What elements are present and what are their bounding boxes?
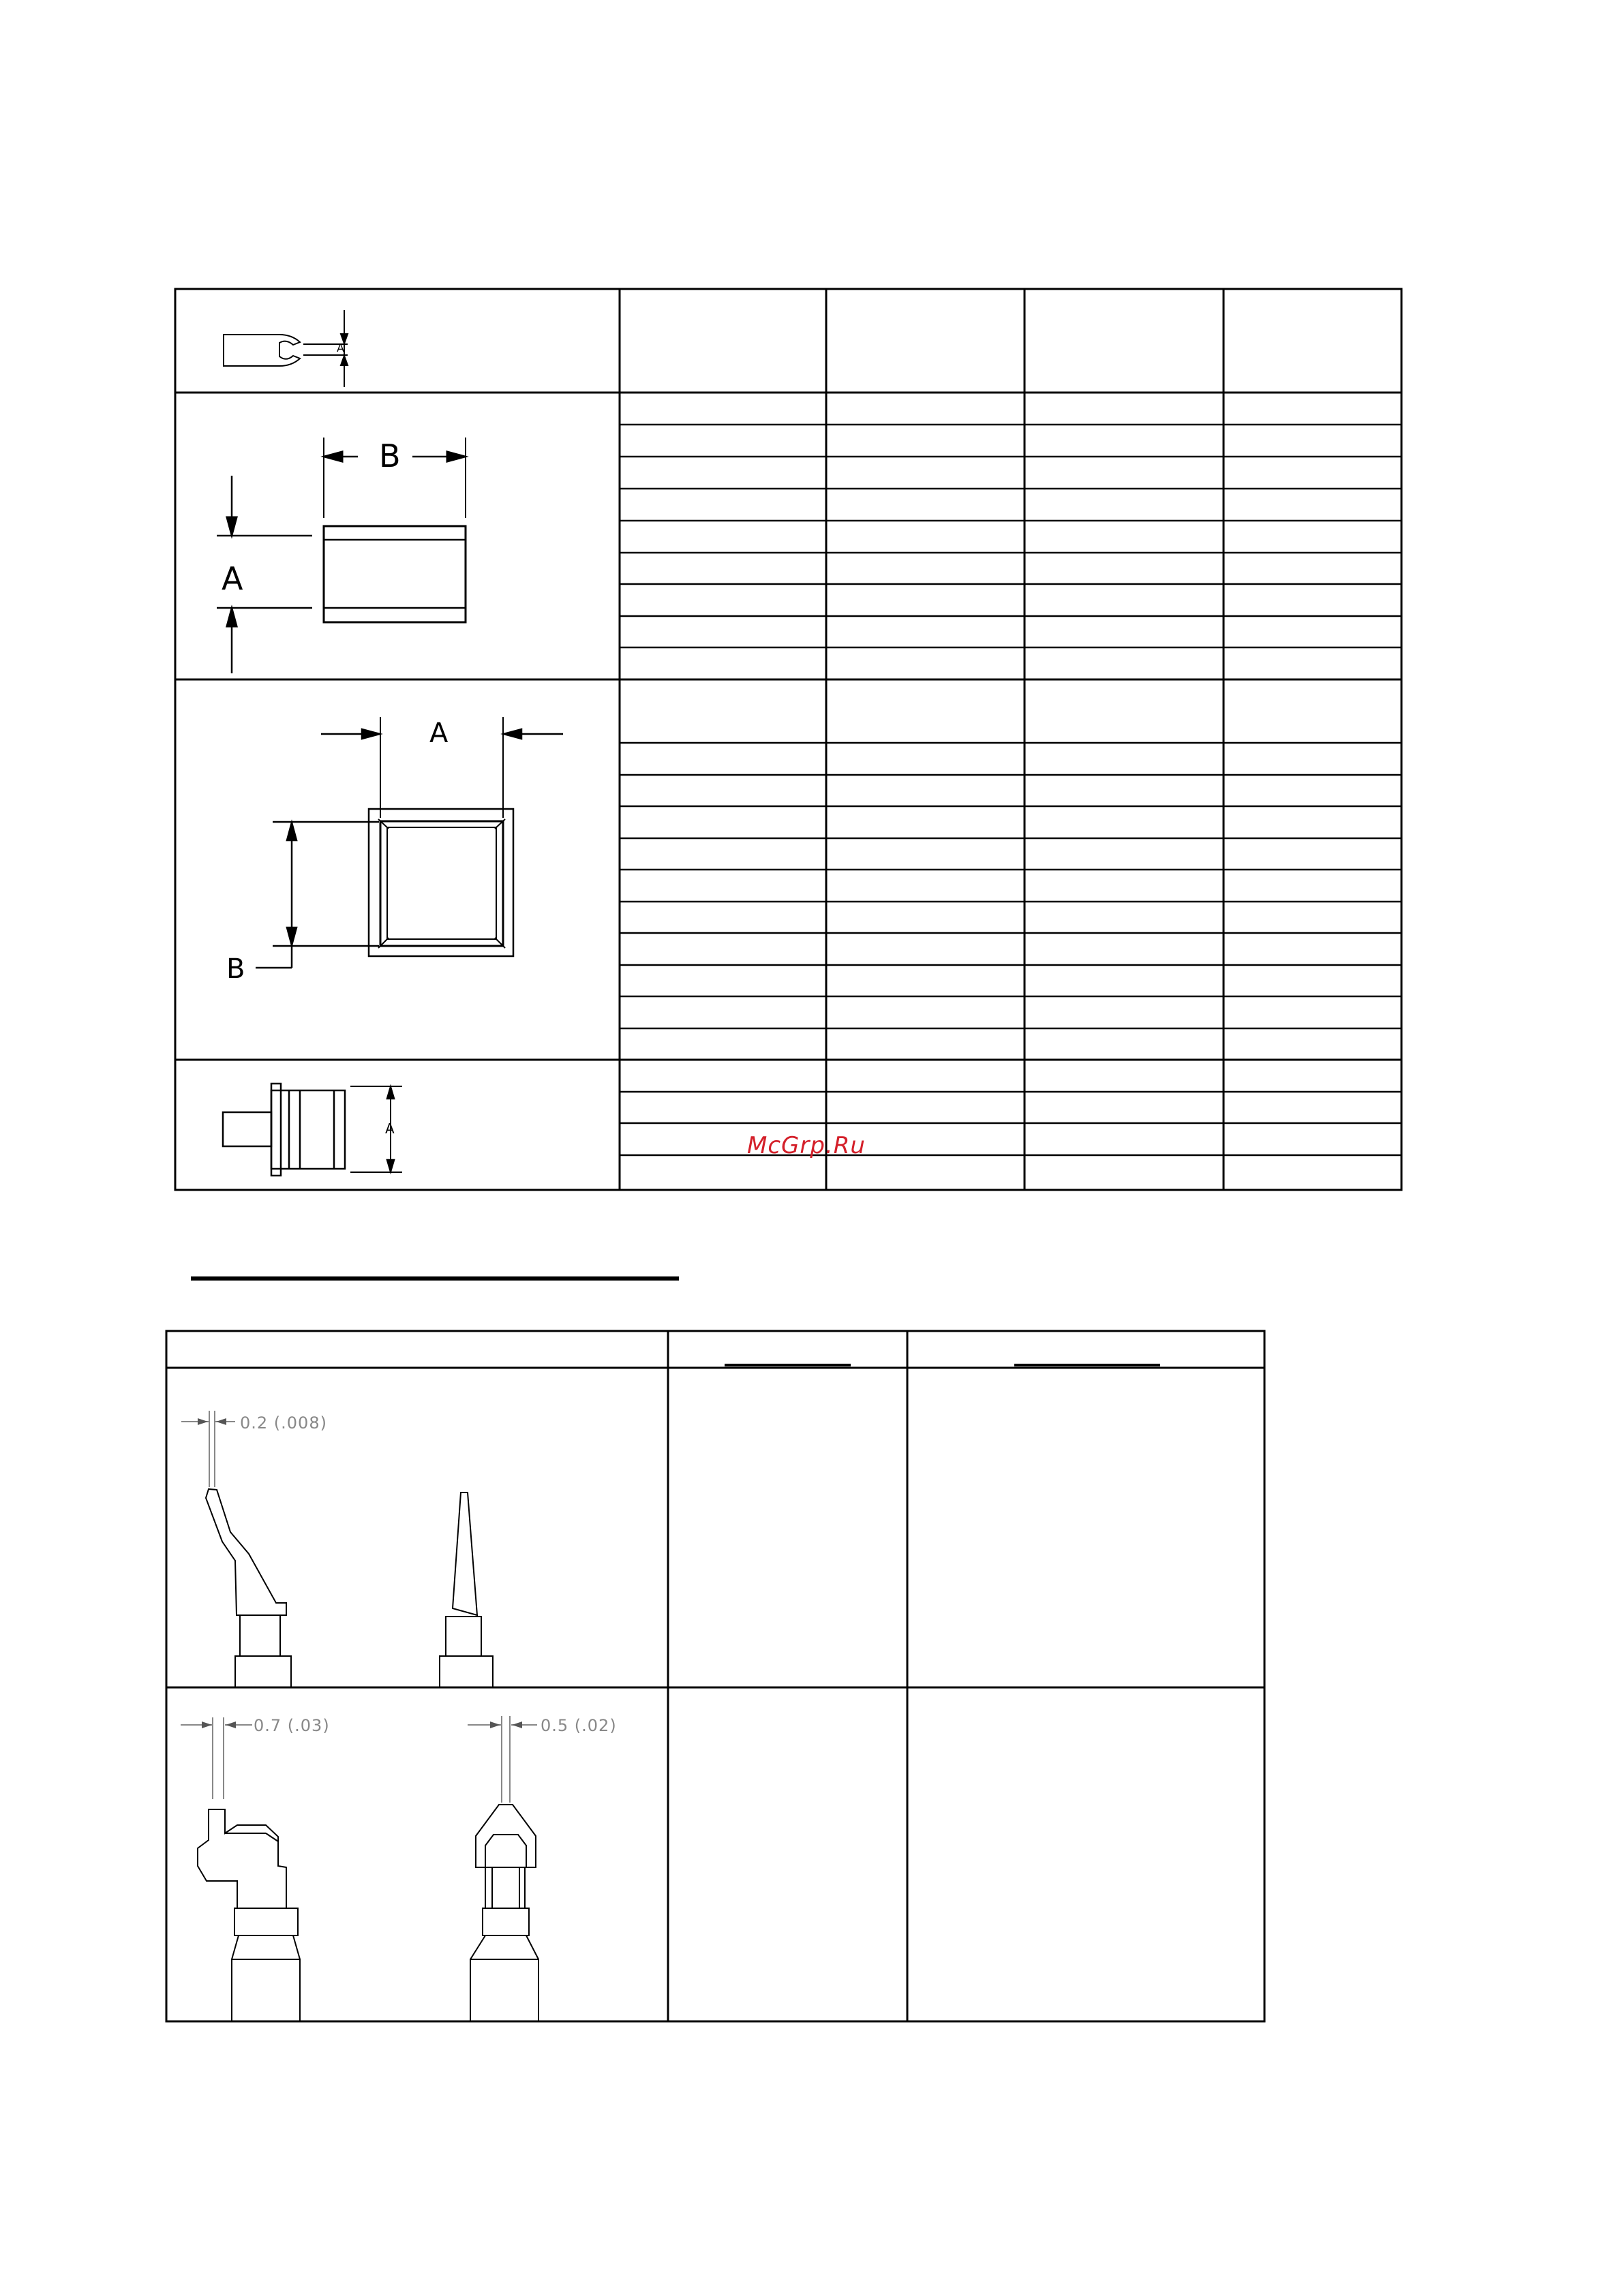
square-tip-drawing <box>256 717 563 968</box>
tip1-dimension: 0.2 (.008) <box>240 1413 327 1433</box>
rect-tip-drawing <box>217 438 466 673</box>
rect-dim-a-label: A <box>222 560 243 597</box>
bent-tip-drawing <box>181 1411 291 1687</box>
cylinder-dim-a-label: A <box>385 1120 395 1137</box>
small-tip-drawing <box>224 310 348 387</box>
offset-tip-drawing <box>181 1717 300 2021</box>
watermark: McGrp.Ru <box>747 1132 866 1159</box>
conical-tip-drawing <box>440 1493 493 1687</box>
square-dim-b-label: B <box>226 953 245 985</box>
square-dim-a-label: A <box>429 718 449 749</box>
cylinder-tip-drawing <box>223 1084 402 1176</box>
tip2-dimension: 0.7 (.03) <box>254 1716 330 1735</box>
fork-tip-drawing <box>468 1716 539 2021</box>
small-tip-label-a: A <box>337 341 344 354</box>
rect-dim-b-label: B <box>379 438 401 474</box>
tip3-dimension: 0.5 (.02) <box>541 1716 617 1735</box>
